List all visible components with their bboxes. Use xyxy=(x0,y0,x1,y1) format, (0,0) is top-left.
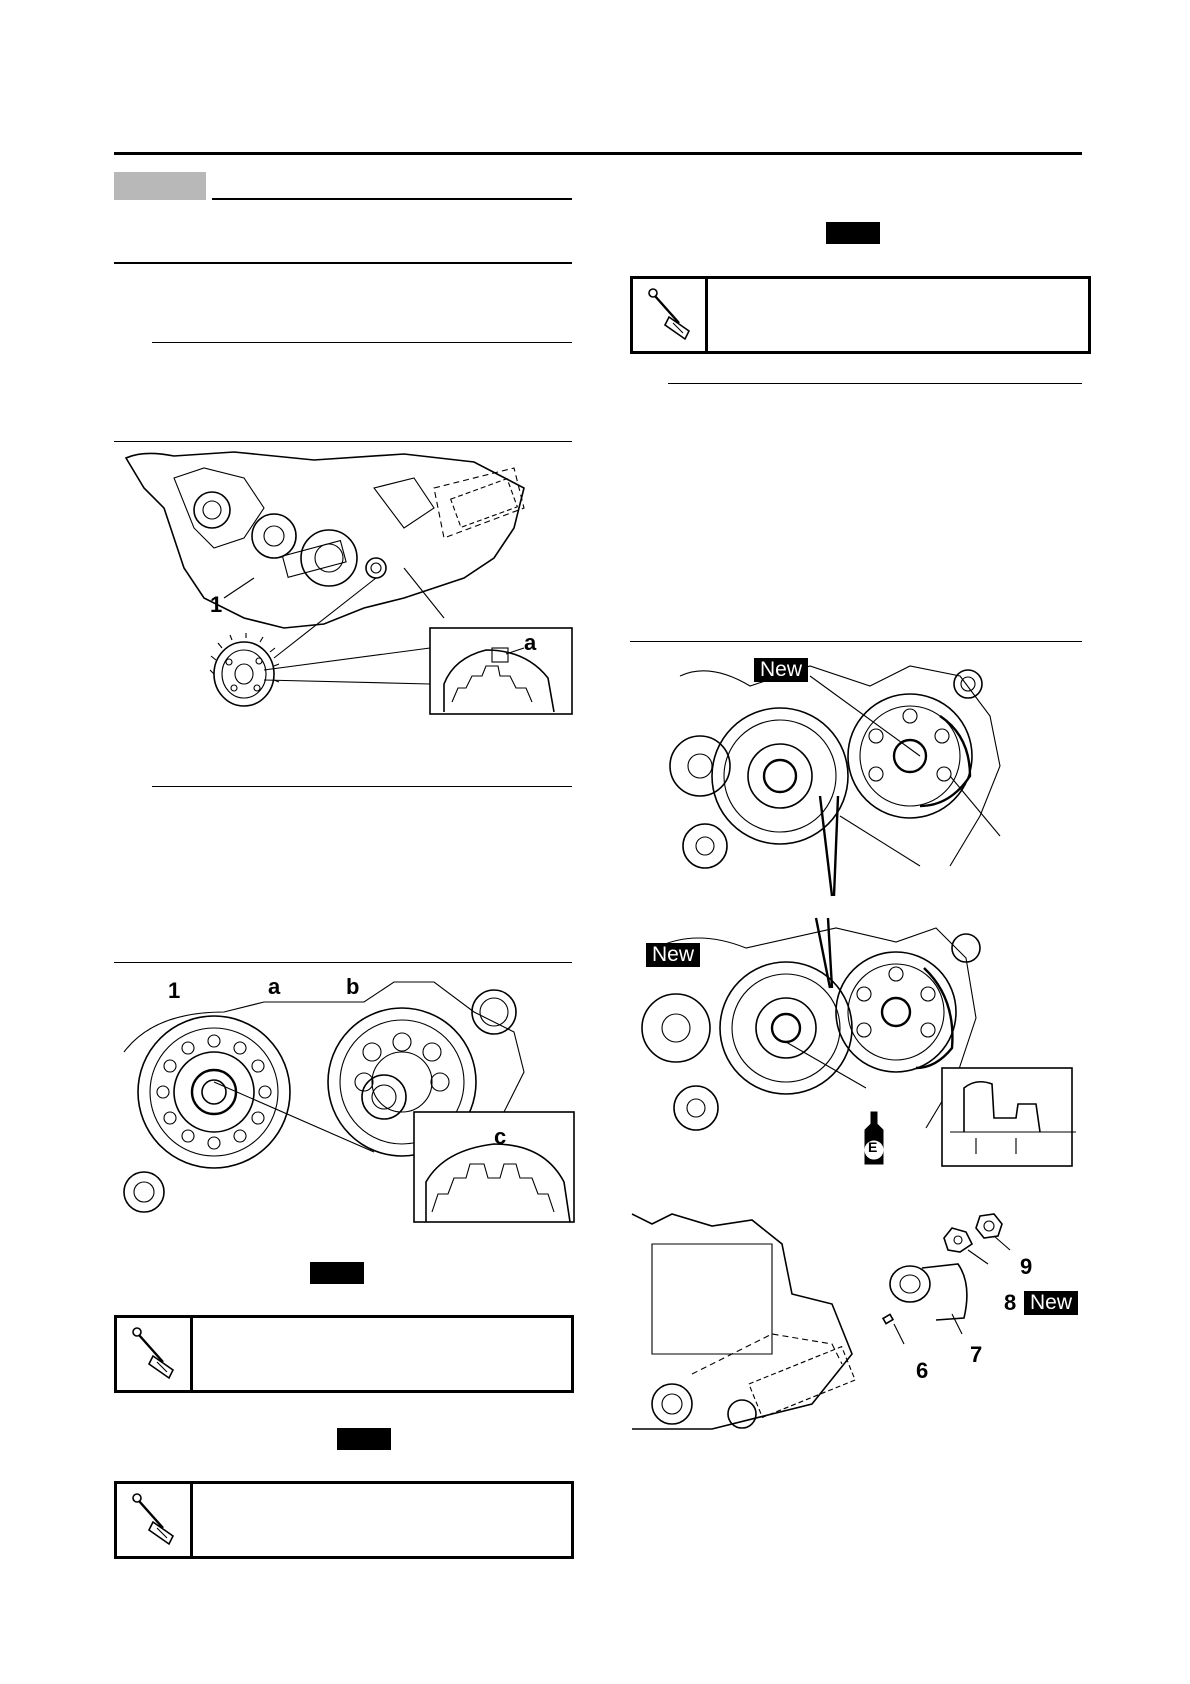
figure-3-top-rule xyxy=(630,641,1082,642)
tightening-label-box xyxy=(826,222,880,244)
callout-part-6: 6 xyxy=(916,1358,929,1383)
callout-mark-a: a xyxy=(268,974,281,999)
callout-part-8: 8 xyxy=(1004,1290,1017,1315)
torque-wrench-icon xyxy=(117,1484,189,1556)
callout-mark-b: b xyxy=(346,974,360,999)
figure-exploded-parts xyxy=(632,1214,1092,1434)
section-tab xyxy=(114,172,206,200)
header-rule xyxy=(114,152,1082,155)
figure-gear-alignment xyxy=(114,972,574,1222)
torque-wrench-icon xyxy=(117,1318,189,1390)
callout-detail-a: a xyxy=(524,630,537,655)
figure-crankcase-gear-removal xyxy=(114,448,574,718)
section-rule xyxy=(114,262,572,264)
torque-spec-box xyxy=(630,276,1091,354)
figure-2-top-rule xyxy=(114,962,572,963)
new-part-tag: New xyxy=(754,658,808,682)
new-part-tag: New xyxy=(1024,1291,1078,1315)
note-rule-3 xyxy=(668,383,1082,384)
torque-wrench-icon xyxy=(633,279,705,351)
callout-detail-c: c xyxy=(494,1124,507,1149)
sealant-bottle-icon xyxy=(859,1110,889,1166)
tightening-label-box xyxy=(337,1428,391,1450)
note-rule xyxy=(152,342,572,343)
tightening-label-box xyxy=(310,1262,364,1284)
new-part-tag: New xyxy=(646,943,700,967)
figure-1-top-rule xyxy=(114,441,572,442)
sealant-letter: E xyxy=(868,1139,878,1155)
callout-part-7: 7 xyxy=(970,1342,983,1367)
callout-part-1: 1 xyxy=(210,592,223,617)
callout-part-1: 1 xyxy=(168,978,181,1003)
torque-spec-box xyxy=(114,1315,574,1393)
callout-part-9: 9 xyxy=(1020,1254,1033,1279)
figure-gears-new-washer xyxy=(670,656,1090,896)
note-rule-2 xyxy=(152,786,572,787)
figure-gears-sealant xyxy=(636,918,1076,1168)
section-title-rule xyxy=(212,198,572,200)
torque-spec-box xyxy=(114,1481,574,1559)
